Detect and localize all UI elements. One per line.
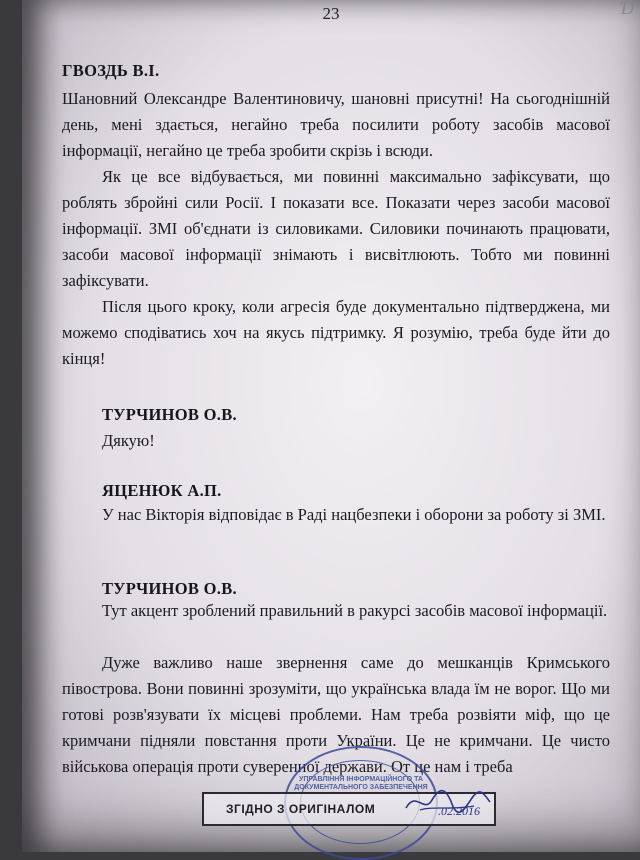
page-number: 23 (322, 4, 340, 23)
approval-date: .02.2016 (438, 804, 480, 818)
speaker-name: ТУРЧИНОВ О.В. (102, 405, 237, 424)
speaker-name: ТУРЧИНОВ О.В. (102, 579, 237, 598)
paragraph: Шановний Олександре Валентиновичу, шановні присутні! На сьогоднішній день, мені здається, негайно треба посилити роботу засобів масової інформації, негайно це треба зробити скрізь і всюди. (62, 89, 610, 160)
paragraph: Як це все відбувається, ми повинні максимально зафіксувати, що роблять збройні сили Росії. І показати все. Показати через засоби масової інформації. ЗМІ об'єднати із силовиками. Силовики починають працювати, засоби масової інформації знімають і висвітлюють. Тобто ми повинні зафіксувати. (62, 167, 610, 290)
speech-block-2 (62, 402, 610, 428)
stamp-text: УПРАВЛІННЯ ІНФОРМАЦІЙНОГО ТА ДОКУМЕНТАЛЬНОГО ЗАБЕЗПЕЧЕННЯ (294, 776, 428, 791)
paragraph: Після цього кроку, коли агресія буде документально підтверджена, ми можемо сподіватись хоч на якусь підтримку. Я розумію, треба буде йти до кінця! (62, 297, 610, 368)
speaker-name: ГВОЗДЬ В.І. (62, 61, 160, 80)
speech-block-1 (62, 58, 610, 84)
paragraph: Тут акцент зроблений правильний в ракурсі засобів масової інформації. (102, 601, 608, 620)
paragraph: У нас Вікторія відповідає в Раді нацбезпеки і оборони за роботу зі ЗМІ. (102, 505, 606, 524)
document-page (22, 0, 640, 852)
approval-label: ЗГІДНО З ОРИГІНАЛОМ (226, 802, 376, 816)
paragraph: Дякую! (102, 431, 155, 450)
paragraph: Дуже важливо наше звернення саме до мешканців Кримського півострова. Вони повинні зрозуміти, що українська влада їм не ворог. Що ми готові розв'язувати їх місцеві проблеми. Нам треба розвіяти міф, що це кримчани підняли повстання проти України. Це не кримчани. Це чисто військова операція проти суверенної держави. От це нам і треба (62, 653, 610, 776)
speech-block-3 (62, 478, 610, 504)
corner-mark: Ɗ (619, 0, 634, 18)
signature (402, 780, 492, 820)
speaker-name: ЯЦЕНЮК А.П. (102, 481, 222, 500)
